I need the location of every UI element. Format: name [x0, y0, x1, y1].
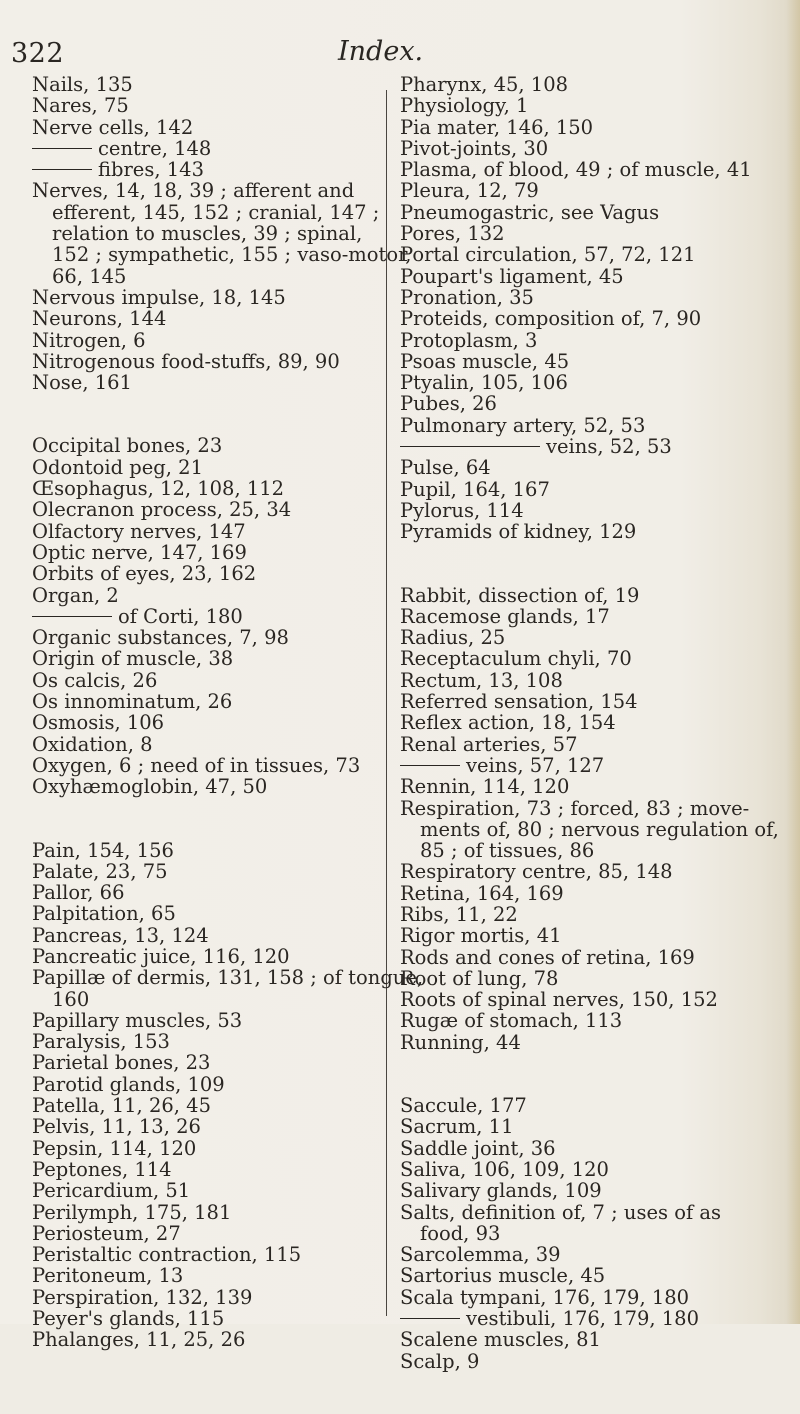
index-entry: Optic nerve, 147, 169 — [32, 540, 247, 564]
index-entry: Perilymph, 175, 181 — [32, 1200, 232, 1224]
index-continuation: 160 — [52, 987, 90, 1011]
index-subentry: veins, 57, 127 — [400, 755, 790, 776]
index-entry: Retina, 164, 169 — [400, 881, 564, 905]
index-continuation: 66, 145 — [52, 264, 127, 288]
index-entry: Pneumogastric, see Vagus — [400, 200, 660, 224]
index-section-o — [32, 435, 394, 797]
index-entry: Rugæ of stomach, 113 — [400, 1009, 623, 1033]
index-entry: Palate, 23, 75 — [32, 859, 168, 883]
index-entry: Os calcis, 26 — [32, 668, 158, 692]
index-continuation: relation to muscles, 39 ; spinal, — [52, 222, 363, 246]
index-entry: Oxyhæmoglobin, 47, 50 — [32, 775, 268, 799]
index-entry: Nails, 135 — [32, 73, 133, 96]
index-entry: Scalene muscles, 81 — [400, 1328, 601, 1352]
index-entry: Pulmonary artery, 52, 53 — [400, 413, 646, 437]
index-entry: Pleura, 12, 79 — [400, 179, 539, 203]
index-entry: Palpitation, 65 — [32, 902, 176, 926]
index-entry: Peyer's glands, 115 — [32, 1307, 225, 1331]
index-entry: Respiration, 73 ; forced, 83 ; move- — [400, 796, 750, 820]
index-entry: Œsophagus, 12, 108, 112 — [32, 477, 285, 501]
index-entry: Pericardium, 51 — [32, 1179, 191, 1203]
index-entry: Racemose glands, 17 — [400, 604, 610, 628]
index-section-p — [32, 838, 424, 1352]
index-column-right — [400, 74, 790, 1414]
index-entry: Osmosis, 106 — [32, 711, 165, 735]
index-entry: Nitrogen, 6 — [32, 328, 146, 352]
index-entry: Plasma, of blood, 49 ; of muscle, 41 — [400, 158, 752, 182]
index-entry: Saddle joint, 36 — [400, 1136, 556, 1160]
index-entry: Odontoid peg, 21 — [32, 455, 203, 479]
ditto-rule — [400, 446, 540, 447]
index-subentry: of Corti, 180 — [32, 606, 394, 627]
index-entry: Nerve cells, 142 — [32, 115, 194, 139]
index-entry: Renal arteries, 57 — [400, 732, 578, 756]
index-entry: Pancreatic juice, 116, 120 — [32, 944, 290, 968]
index-entry: Nerves, 14, 18, 39 ; afferent and — [32, 179, 355, 203]
index-entry: Rabbit, dissection of, 19 — [400, 583, 640, 607]
index-entry: Papillary muscles, 53 — [32, 1008, 243, 1032]
index-subentry: fibres, 143 — [32, 159, 394, 180]
index-entry: Ptyalin, 105, 106 — [400, 371, 568, 395]
index-entry: Pivot-joints, 30 — [400, 136, 549, 160]
index-continuation: 152 ; sympathetic, 155 ; vaso-motor, — [52, 243, 412, 267]
index-entry: Organ, 2 — [32, 583, 119, 607]
index-entry: Respiratory centre, 85, 148 — [400, 860, 673, 884]
index-section-r — [400, 585, 790, 1054]
index-entry: Parotid glands, 109 — [32, 1072, 225, 1096]
running-head: Index. — [338, 36, 424, 67]
index-entry: Rigor mortis, 41 — [400, 924, 562, 948]
index-entry: Olfactory nerves, 147 — [32, 519, 246, 543]
index-entry: Sartorius muscle, 45 — [400, 1264, 606, 1288]
index-entry: Peritoneum, 13 — [32, 1264, 184, 1288]
ditto-rule — [32, 616, 112, 617]
index-column-left — [32, 73, 424, 1393]
page-number: 322 — [11, 38, 65, 69]
index-entry: Peptones, 114 — [32, 1157, 172, 1181]
index-entry: Root of lung, 78 — [400, 966, 559, 990]
index-entry: Scala tympani, 176, 179, 180 — [400, 1285, 690, 1309]
index-entry: Poupart's ligament, 45 — [400, 264, 624, 288]
index-subentry: veins, 52, 53 — [400, 436, 790, 457]
index-entry: Nares, 75 — [32, 94, 129, 118]
index-entry: Parietal bones, 23 — [32, 1051, 211, 1075]
index-entry: Radius, 25 — [400, 626, 506, 650]
ditto-rule — [400, 1318, 460, 1319]
ditto-rule — [400, 765, 460, 766]
index-subentry: centre, 148 — [32, 138, 394, 159]
index-entry: Pia mater, 146, 150 — [400, 115, 594, 139]
index-entry: Referred sensation, 154 — [400, 690, 638, 714]
index-entry: Protoplasm, 3 — [400, 328, 538, 352]
index-entry: Organic substances, 7, 98 — [32, 626, 289, 650]
index-entry: Occipital bones, 23 — [32, 434, 223, 458]
index-entry: Physiology, 1 — [400, 94, 529, 118]
index-entry: Olecranon process, 25, 34 — [32, 498, 292, 522]
index-continuation: food, 93 — [420, 1221, 501, 1245]
index-entry: Nervous impulse, 18, 145 — [32, 285, 286, 309]
index-entry: Pulse, 64 — [400, 456, 491, 480]
index-entry: Saccule, 177 — [400, 1094, 527, 1118]
index-entry: Rectum, 13, 108 — [400, 668, 563, 692]
index-entry: Psoas muscle, 45 — [400, 349, 570, 373]
index-entry: Roots of spinal nerves, 150, 152 — [400, 988, 718, 1012]
index-entry: Pancreas, 13, 124 — [32, 923, 209, 947]
index-entry: Pelvis, 11, 13, 26 — [32, 1115, 201, 1139]
index-continuation: 85 ; of tissues, 86 — [420, 839, 595, 863]
index-entry: Sarcolemma, 39 — [400, 1243, 561, 1267]
index-entry: Sacrum, 11 — [400, 1115, 514, 1139]
ditto-rule — [32, 169, 92, 170]
index-entry: Nitrogenous food-stuffs, 89, 90 — [32, 349, 340, 373]
index-section-p-continued — [400, 74, 790, 543]
index-subentry: vestibuli, 176, 179, 180 — [400, 1308, 790, 1329]
index-entry: Perspiration, 132, 139 — [32, 1285, 253, 1309]
index-entry: Pubes, 26 — [400, 392, 497, 416]
index-entry: Pyramids of kidney, 129 — [400, 520, 637, 544]
index-entry: Oxidation, 8 — [32, 732, 153, 756]
index-section-n — [32, 73, 412, 395]
index-entry: Phalanges, 11, 25, 26 — [32, 1328, 246, 1352]
index-section-s — [400, 1095, 790, 1372]
index-entry: Patella, 11, 26, 45 — [32, 1094, 211, 1118]
index-entry: Nose, 161 — [32, 371, 132, 395]
index-entry: Salts, definition of, 7 ; uses of as — [400, 1200, 721, 1224]
index-entry: Periosteum, 27 — [32, 1221, 181, 1245]
index-entry: Rods and cones of retina, 169 — [400, 945, 695, 969]
index-entry: Papillæ of dermis, 131, 158 ; of tongue, — [32, 966, 424, 990]
index-entry: Pronation, 35 — [400, 285, 534, 309]
index-entry: Pylorus, 114 — [400, 498, 524, 522]
index-entry: Rennin, 114, 120 — [400, 775, 570, 799]
index-entry: Oxygen, 6 ; need of in tissues, 73 — [32, 753, 361, 777]
index-entry: Proteids, composition of, 7, 90 — [400, 307, 702, 331]
index-entry: Pain, 154, 156 — [32, 838, 174, 862]
index-entry: Saliva, 106, 109, 120 — [400, 1157, 609, 1181]
ditto-rule — [32, 148, 92, 149]
index-entry: Reflex action, 18, 154 — [400, 711, 616, 735]
index-entry: Pupil, 164, 167 — [400, 477, 550, 501]
index-entry: Pallor, 66 — [32, 881, 125, 905]
index-entry: Portal circulation, 57, 72, 121 — [400, 243, 696, 267]
index-entry: Paralysis, 153 — [32, 1030, 170, 1054]
index-entry: Salivary glands, 109 — [400, 1179, 602, 1203]
index-entry: Os innominatum, 26 — [32, 690, 233, 714]
index-entry: Scalp, 9 — [400, 1349, 480, 1373]
index-entry: Pores, 132 — [400, 222, 505, 246]
index-entry: Pharynx, 45, 108 — [400, 73, 569, 96]
index-continuation: efferent, 145, 152 ; cranial, 147 ; — [52, 200, 380, 224]
index-continuation: ments of, 80 ; nervous regulation of, — [420, 817, 779, 841]
index-entry: Pepsin, 114, 120 — [32, 1136, 197, 1160]
index-entry: Peristaltic contraction, 115 — [32, 1243, 302, 1267]
index-entry: Receptaculum chyli, 70 — [400, 647, 632, 671]
index-entry: Orbits of eyes, 23, 162 — [32, 562, 257, 586]
index-entry: Ribs, 11, 22 — [400, 902, 518, 926]
index-entry: Origin of muscle, 38 — [32, 647, 234, 671]
index-entry: Running, 44 — [400, 1030, 521, 1054]
index-entry: Neurons, 144 — [32, 307, 167, 331]
